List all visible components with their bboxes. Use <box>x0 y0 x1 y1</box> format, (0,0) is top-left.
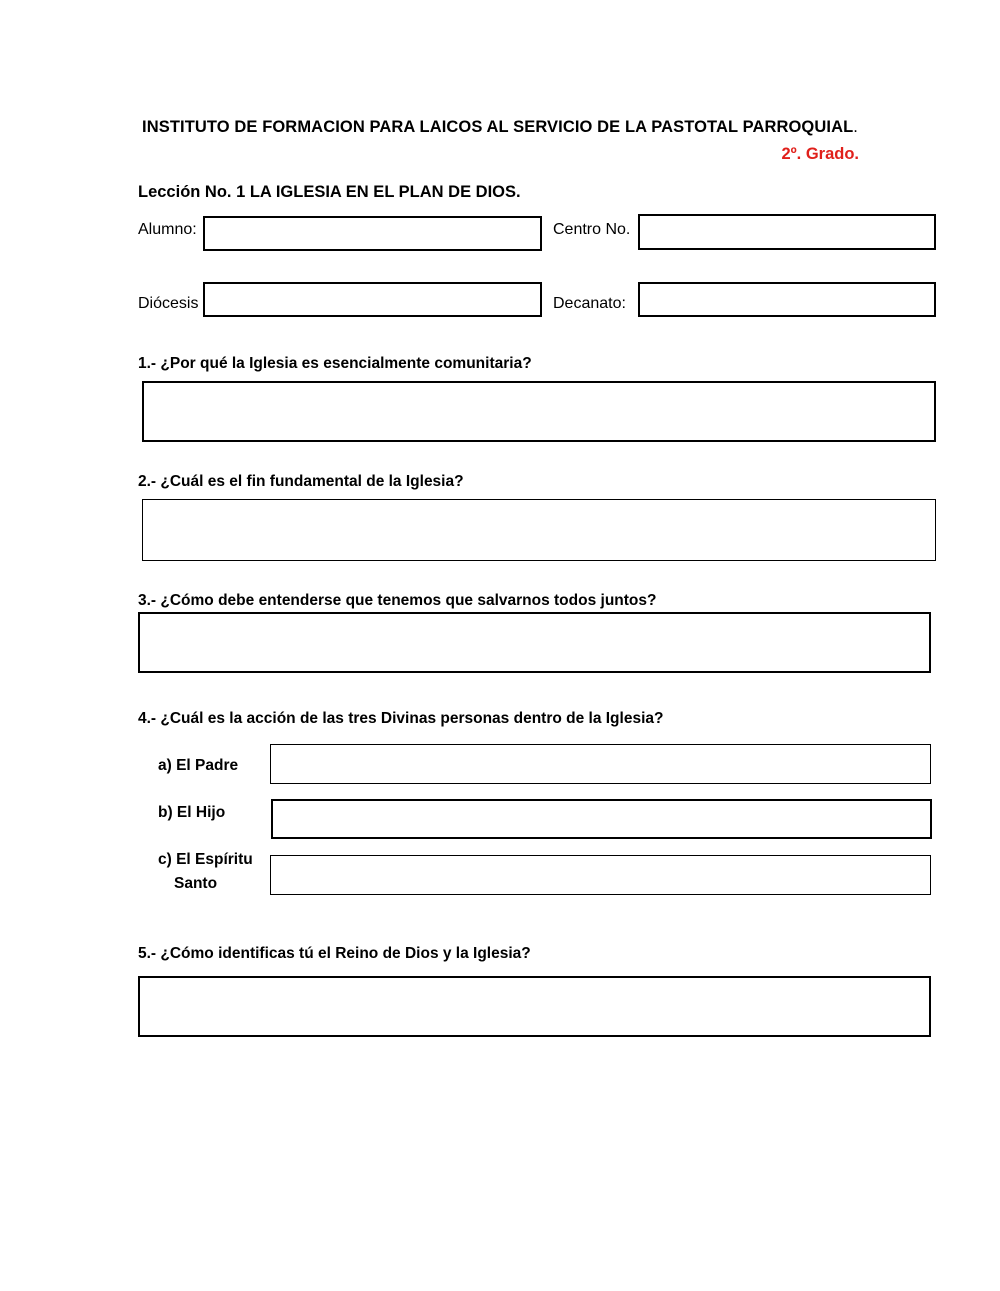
question-1: 1.- ¿Por qué la Iglesia es esencialmente comunitaria? <box>138 355 532 372</box>
diocesis-label: Diócesis <box>138 295 199 312</box>
institute-title-text: INSTITUTO DE FORMACION PARA LAICOS AL SERVICIO DE LA PASTOTAL PARROQUIAL <box>142 118 854 136</box>
institute-title <box>0 118 1000 137</box>
diocesis-field[interactable] <box>203 282 542 317</box>
answer-4-a-field[interactable] <box>270 744 931 784</box>
question-4-a-label: a) El Padre <box>158 757 239 774</box>
centro-field[interactable] <box>638 214 936 250</box>
question-4-c-label-line1: c) El Espíritu <box>158 851 253 868</box>
question-3: 3.- ¿Cómo debe entenderse que tenemos que salvarnos todos juntos? <box>138 592 657 609</box>
grade-label: 2º. Grado. <box>781 145 859 163</box>
answer-2-field[interactable] <box>142 499 936 561</box>
decanato-field[interactable] <box>638 282 936 317</box>
question-2: 2.- ¿Cuál es el fin fundamental de la Iglesia? <box>138 473 464 490</box>
answer-4-b-field[interactable] <box>271 799 932 839</box>
alumno-label: Alumno: <box>138 221 197 238</box>
question-5: 5.- ¿Cómo identificas tú el Reino de Dios y la Iglesia? <box>138 945 531 962</box>
question-4-b-label: b) El Hijo <box>158 804 226 821</box>
answer-5-field[interactable] <box>138 976 931 1037</box>
institute-title-period: . <box>853 118 858 136</box>
decanato-label: Decanato: <box>553 295 626 312</box>
centro-label: Centro No. <box>553 221 631 238</box>
answer-1-field[interactable] <box>142 381 936 442</box>
answer-3-field[interactable] <box>138 612 931 673</box>
answer-4-c-field[interactable] <box>270 855 931 895</box>
question-4: 4.- ¿Cuál es la acción de las tres Divinas personas dentro de la Iglesia? <box>138 710 664 727</box>
question-4-c-label-line2: Santo <box>174 875 218 892</box>
lesson-title: Lección No. 1 LA IGLESIA EN EL PLAN DE DIOS. <box>138 183 521 201</box>
alumno-field[interactable] <box>203 216 542 251</box>
